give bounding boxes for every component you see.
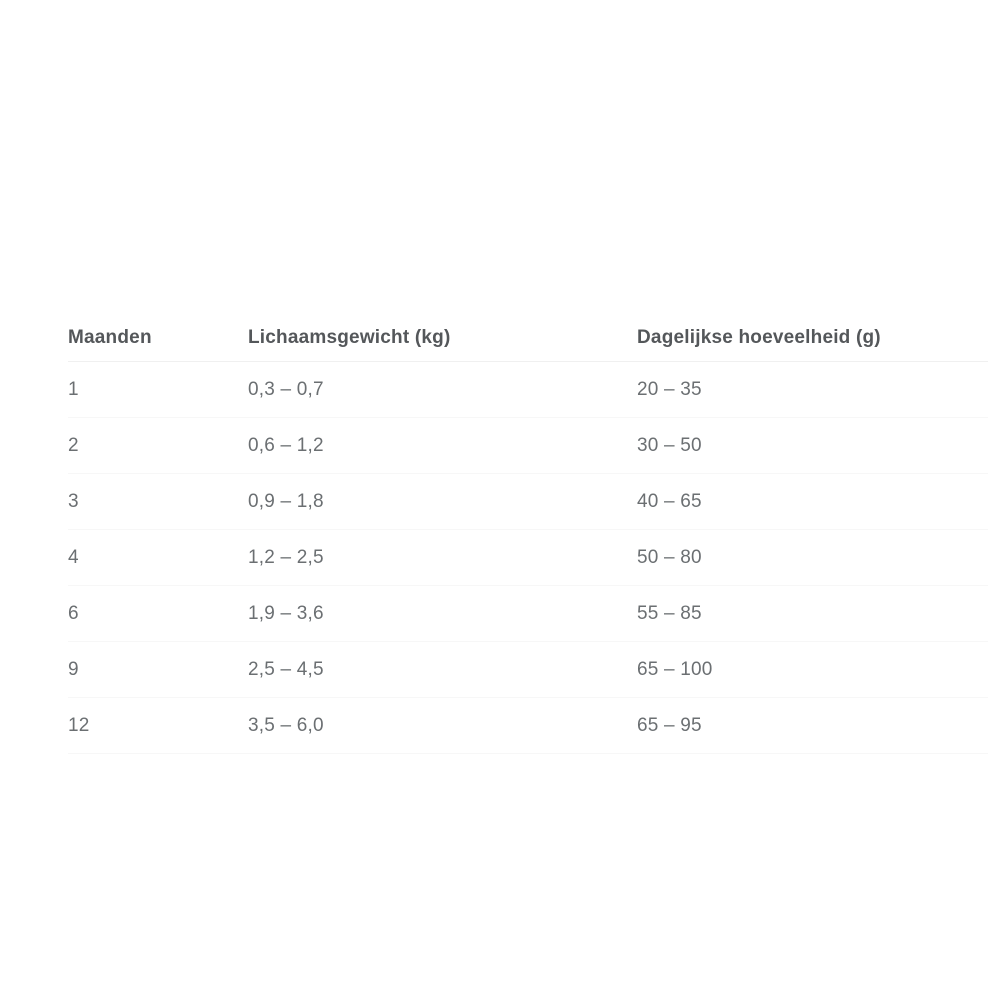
table-row <box>68 474 988 530</box>
cell-dagelijkse-hoeveelheid: 30 – 50 <box>637 418 988 474</box>
cell-maanden: 6 <box>68 586 248 642</box>
feeding-table <box>68 314 988 754</box>
cell-maanden: 2 <box>68 418 248 474</box>
cell-dagelijkse-hoeveelheid: 50 – 80 <box>637 530 988 586</box>
cell-lichaamsgewicht: 1,2 – 2,5 <box>248 530 637 586</box>
cell-dagelijkse-hoeveelheid: 55 – 85 <box>637 586 988 642</box>
cell-lichaamsgewicht: 0,3 – 0,7 <box>248 362 637 418</box>
table-row <box>68 530 988 586</box>
table-row <box>68 418 988 474</box>
cell-lichaamsgewicht: 3,5 – 6,0 <box>248 698 637 754</box>
cell-maanden: 3 <box>68 474 248 530</box>
table-row <box>68 642 988 698</box>
cell-maanden: 4 <box>68 530 248 586</box>
cell-lichaamsgewicht: 0,6 – 1,2 <box>248 418 637 474</box>
cell-lichaamsgewicht: 1,9 – 3,6 <box>248 586 637 642</box>
table-row <box>68 698 988 754</box>
cell-maanden: 12 <box>68 698 248 754</box>
cell-maanden: 1 <box>68 362 248 418</box>
table-header-row <box>68 314 988 362</box>
column-header-lichaamsgewicht: Lichaamsgewicht (kg) <box>248 314 637 362</box>
cell-dagelijkse-hoeveelheid: 65 – 100 <box>637 642 988 698</box>
cell-dagelijkse-hoeveelheid: 20 – 35 <box>637 362 988 418</box>
cell-lichaamsgewicht: 2,5 – 4,5 <box>248 642 637 698</box>
cell-lichaamsgewicht: 0,9 – 1,8 <box>248 474 637 530</box>
column-header-dagelijkse-hoeveelheid: Dagelijkse hoeveelheid (g) <box>637 314 988 362</box>
table-row <box>68 586 988 642</box>
cell-dagelijkse-hoeveelheid: 40 – 65 <box>637 474 988 530</box>
table-row <box>68 362 988 418</box>
feeding-guide-table <box>68 314 988 754</box>
column-header-maanden: Maanden <box>68 314 248 362</box>
cell-maanden: 9 <box>68 642 248 698</box>
cell-dagelijkse-hoeveelheid: 65 – 95 <box>637 698 988 754</box>
